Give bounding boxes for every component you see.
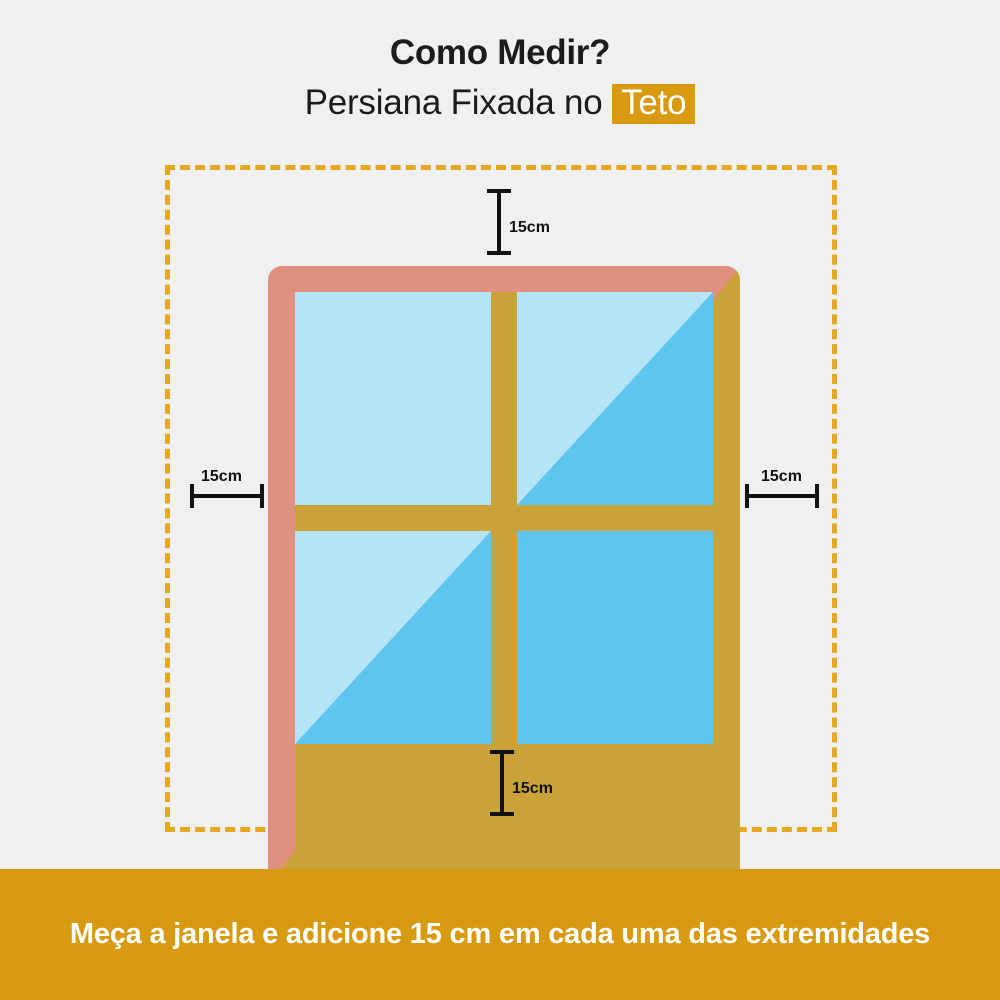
pane-shade	[517, 292, 713, 505]
measure-cap	[745, 484, 749, 508]
footer-banner	[0, 869, 1000, 1000]
measure-cap	[815, 484, 819, 508]
measure-cap	[490, 750, 514, 754]
window-mullion-grid	[295, 292, 713, 858]
pane-shade	[517, 531, 713, 744]
page-subtitle-prefix: Persiana Fixada no	[304, 82, 613, 122]
page-title: Como Medir?	[389, 33, 611, 72]
measurement-label-right: 15cm	[761, 468, 802, 485]
measurement-label-top: 15cm	[509, 219, 550, 236]
window-illustration	[268, 266, 740, 886]
window-pane-top-left	[295, 292, 491, 505]
measure-line	[500, 750, 504, 816]
window-pane-bottom-right	[517, 531, 713, 744]
measure-cap	[487, 189, 511, 193]
measure-cap	[260, 484, 264, 508]
measure-line	[745, 494, 819, 498]
measure-cap	[487, 251, 511, 255]
measure-cap	[490, 812, 514, 816]
footer-instruction-text: Meça a janela e adicione 15 cm em cada uma das extremidades	[69, 918, 931, 951]
measurement-diagram	[0, 150, 1000, 850]
measure-line	[190, 494, 264, 498]
measure-line	[497, 189, 501, 255]
window-pane-bottom-left	[295, 531, 491, 744]
window-pane-top-right	[517, 292, 713, 505]
page-subtitle	[0, 81, 1000, 125]
page-subtitle-highlight: Teto	[612, 84, 695, 125]
measurement-label-left: 15cm	[201, 468, 242, 485]
pane-shade	[295, 531, 491, 744]
measurement-label-bottom: 15cm	[512, 780, 553, 797]
measure-cap	[190, 484, 194, 508]
header	[0, 0, 1000, 124]
window-frame-salmon	[268, 266, 740, 886]
